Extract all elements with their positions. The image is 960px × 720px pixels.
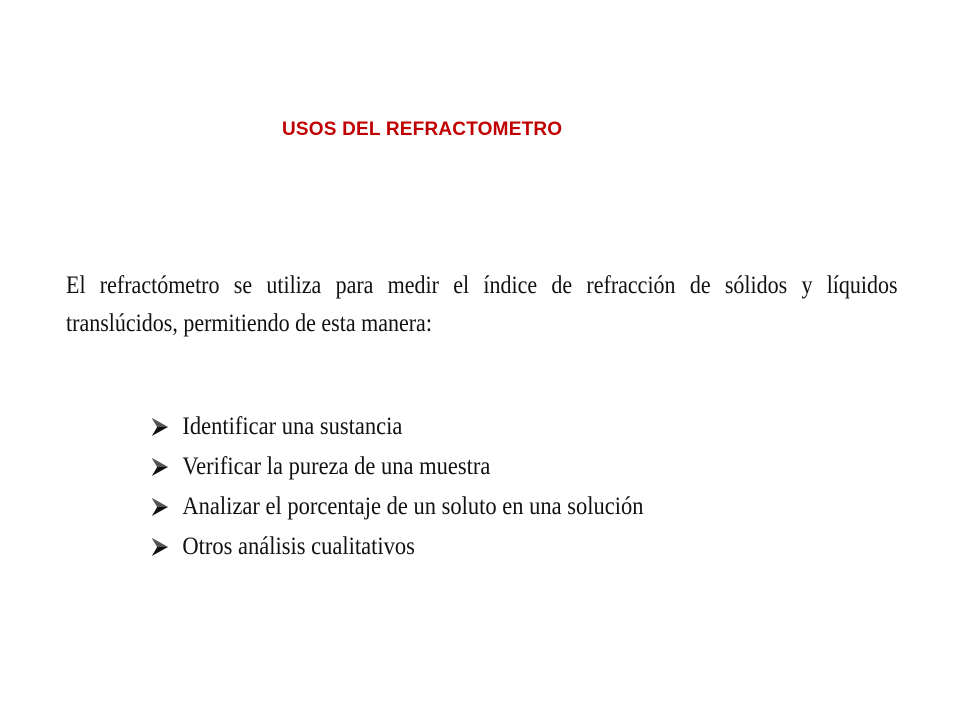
list-item-text: Otros análisis cualitativos xyxy=(182,533,415,560)
arrowhead-bullet-icon xyxy=(150,456,170,478)
arrowhead-bullet-icon xyxy=(150,536,170,558)
list-item xyxy=(150,487,644,527)
arrowhead-bullet-icon xyxy=(150,496,170,518)
list-item xyxy=(150,407,644,447)
list-item xyxy=(150,527,644,567)
paragraph-line-2: translúcidos, permitiendo de esta manera: xyxy=(66,310,432,337)
arrowhead-bullet-icon xyxy=(150,416,170,438)
list-item-text: Identificar una sustancia xyxy=(182,413,403,440)
list-item-text: Analizar el porcentaje de un soluto en una solución xyxy=(182,493,644,520)
intro-paragraph xyxy=(66,267,898,343)
slide-title: USOS DEL REFRACTOMETRO xyxy=(282,119,563,140)
list-item xyxy=(150,447,644,487)
list-item-text: Verificar la pureza de una muestra xyxy=(182,453,491,480)
paragraph-line-1: El refractómetro se utiliza para medir el índice de refracción de sólidos y líquidos xyxy=(66,272,898,299)
uses-list xyxy=(150,407,644,567)
